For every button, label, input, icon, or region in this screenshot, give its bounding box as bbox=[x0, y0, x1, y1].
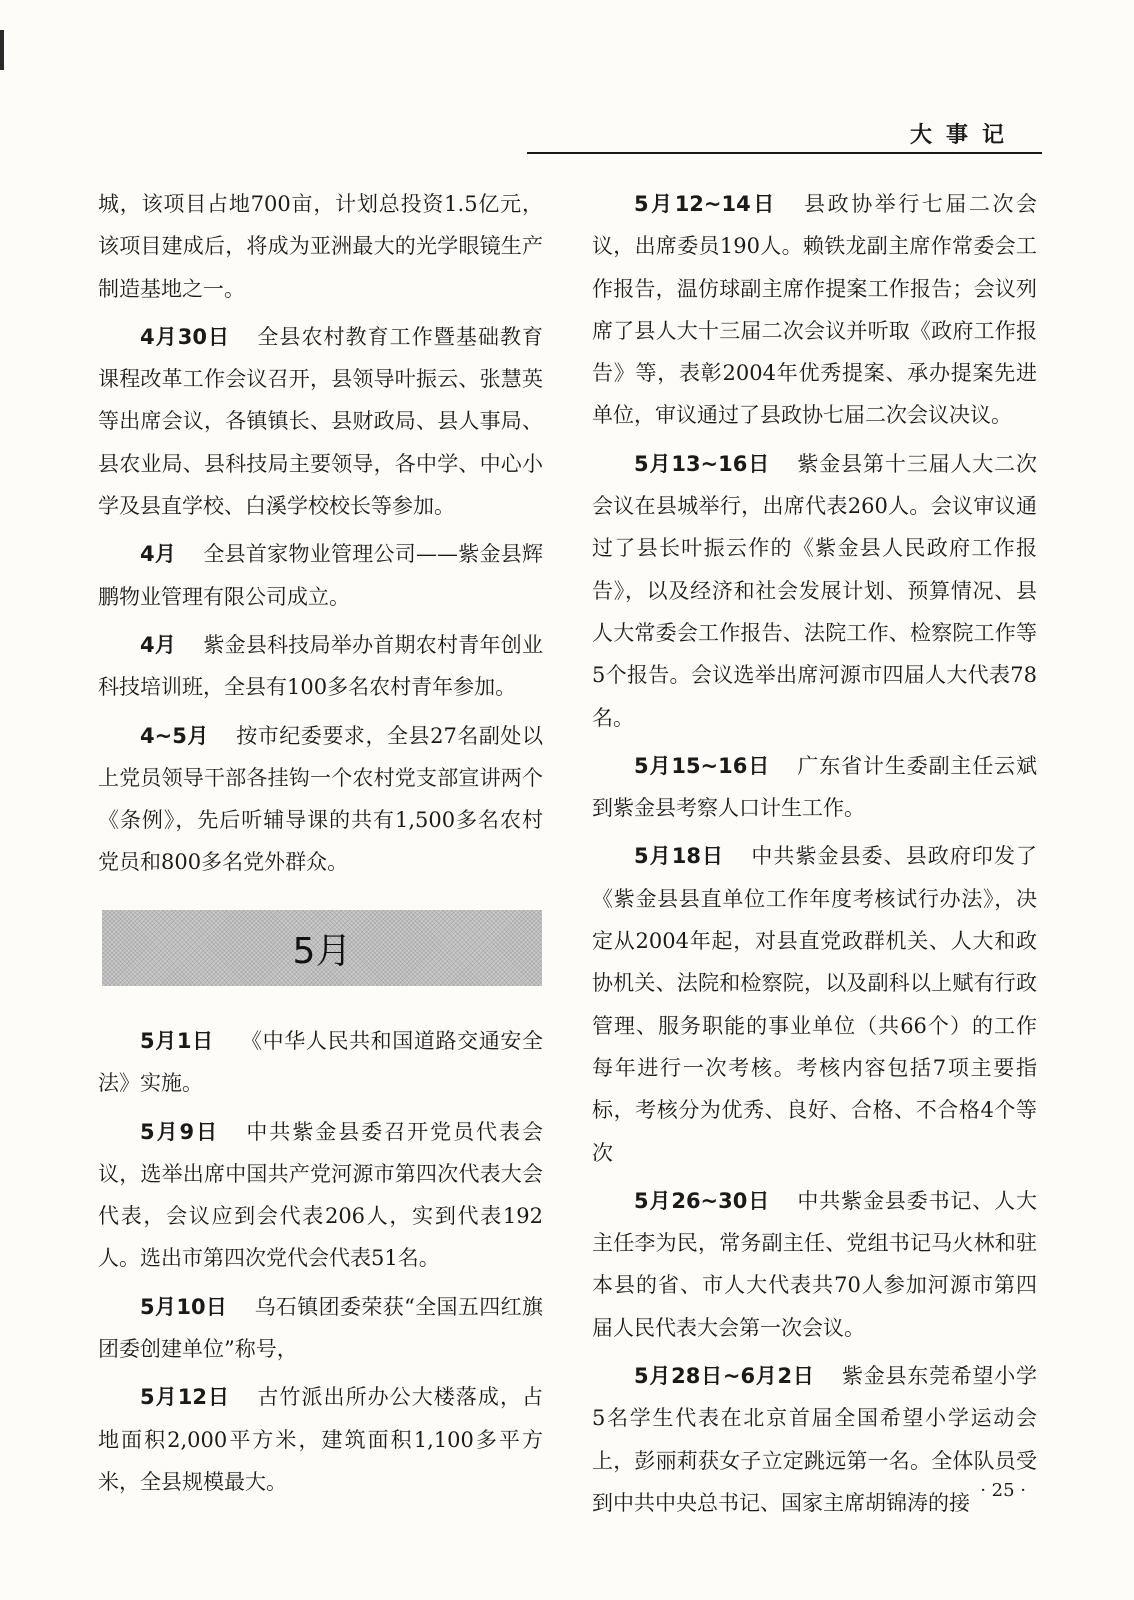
month-heading-banner bbox=[102, 910, 542, 986]
entry-date: 5月12日 bbox=[140, 1385, 231, 1410]
entry-text: 乌石镇团委荣获“全国五四红旗团委创建单位”称号， bbox=[98, 1294, 543, 1362]
entry-paragraph bbox=[592, 1355, 1037, 1524]
entry-date: 4月 bbox=[140, 632, 177, 657]
entry-date: 5月12~14日 bbox=[634, 192, 777, 216]
entry-paragraph bbox=[98, 533, 543, 618]
entry-paragraph bbox=[592, 183, 1037, 437]
entry-paragraph bbox=[98, 1020, 543, 1105]
entry-date: 5月18日 bbox=[634, 844, 725, 869]
entry-date: 5月26~30日 bbox=[634, 1188, 771, 1213]
entry-date: 5月10日 bbox=[140, 1294, 228, 1319]
entry-text: 古竹派出所办公大楼落成，占地面积2,000平方米，建筑面积1,100多平方米，全县规模最大。 bbox=[98, 1385, 544, 1494]
entry-text: 全县农村教育工作暨基础教育课程改革工作会议召开，县领导叶振云、张慧英等出席会议，各镇镇长、县财政局、县人事局、县农业局、县科技局主要领导，各中学、中心小学及县直学校、白溪学校校长等参加。 bbox=[98, 324, 544, 519]
entry-paragraph bbox=[592, 745, 1037, 830]
entry-paragraph bbox=[592, 443, 1037, 739]
page-number: · 25 · bbox=[980, 1480, 1026, 1501]
right-column bbox=[592, 183, 1037, 1530]
entry-text: 按市纪委要求，全县27名副处以上党员领导干部各挂钩一个农村党支部宣讲两个《条例》，先后听辅导课的共有1,500多名农村党员和800多名党外群众。 bbox=[98, 723, 543, 875]
entry-paragraph bbox=[98, 1376, 543, 1503]
entry-text: 中共紫金县委书记、人大主任李为民，常务副主任、党组书记马火林和驻本县的省、市人大代表共70人参加河源市第四届人民代表大会第一次会议。 bbox=[592, 1188, 1038, 1340]
continuation-paragraph: 城，该项目占地700亩，计划总投资1.5亿元，该项目建成后，将成为亚洲最大的光学眼镜生产制造基地之一。 bbox=[98, 192, 543, 301]
entry-text: 中共紫金县委、县政府印发了《紫金县县直单位工作年度考核试行办法》，决定从2004年起，对县直党政群机关、人大和政协机关、法院和检察院，以及副科以上赋有行政管理、服务职能的事业单位（共66个）的工作每年进行一次考核。考核内容包括7项主要指标，考核分为优秀、良好、合格、不合格4个等次 bbox=[592, 844, 1038, 1165]
entry-date: 5月28日~6月2日 bbox=[634, 1364, 815, 1389]
entry-date: 4月 bbox=[140, 542, 177, 567]
entry-paragraph bbox=[98, 624, 543, 709]
entry-text: 县政协举行七届二次会议，出席委员190人。赖铁龙副主席作常委会工作报告，温仿球副主席作提案工作报告；会议列席了县人大十三届二次会议并听取《政府工作报告》等，表彰2004年优秀提案、承办提案先进单位，审议通过了县政协七届二次会议决议。 bbox=[592, 192, 1038, 428]
entry-text: 全县首家物业管理公司——紫金县辉鹏物业管理有限公司成立。 bbox=[98, 542, 543, 609]
entry-paragraph bbox=[98, 1286, 543, 1371]
entry-text: 紫金县东莞希望小学5名学生代表在北京首届全国希望小学运动会上，彭丽莉获女子立定跳远第一名。全体队员受到中共中央总书记、国家主席胡锦涛的接 bbox=[592, 1364, 1038, 1515]
entry-paragraph bbox=[98, 1111, 543, 1280]
month-heading: 5月 bbox=[292, 930, 352, 972]
entry-text: 中共紫金县委召开党员代表会议，选举出席中国共产党河源市第四次代表大会代表，会议应到会代表206人，实到代表192人。选出市第四次党代会代表51名。 bbox=[98, 1119, 543, 1271]
entry-date: 5月13~16日 bbox=[634, 451, 771, 476]
left-column-may bbox=[98, 1020, 543, 1509]
entry-paragraph bbox=[592, 835, 1037, 1173]
entry-paragraph bbox=[98, 316, 543, 527]
running-header: 大事记 bbox=[909, 123, 1018, 148]
scan-edge-mark bbox=[0, 30, 4, 70]
entry-date: 5月1日 bbox=[140, 1029, 214, 1053]
left-column bbox=[98, 183, 543, 890]
header-rule bbox=[527, 152, 1042, 154]
entry-text: 紫金县科技局举办首期农村青年创业科技培训班，全县有100多名农村青年参加。 bbox=[98, 632, 543, 700]
entry-date: 5月15~16日 bbox=[634, 753, 771, 778]
entry-paragraph bbox=[592, 1180, 1037, 1349]
entry-date: 4~5月 bbox=[140, 723, 209, 748]
entry-date: 4月30日 bbox=[140, 324, 231, 349]
entry-text: 广东省计生委副主任云斌到紫金县考察人口计生工作。 bbox=[592, 753, 1038, 821]
entry-text: 《中华人民共和国道路交通安全法》实施。 bbox=[98, 1029, 543, 1096]
entry-date: 5月9日 bbox=[140, 1119, 220, 1144]
entry-text: 紫金县第十三届人大二次会议在县城举行，出席代表260人。会议审议通过了县长叶振云作的《紫金县人民政府工作报告》，以及经济和社会发展计划、预算情况、县人大常委会工作报告、法院工作、检察院工作等5个报告。会议选举出席河源市四届人大代表78名。 bbox=[592, 451, 1038, 730]
entry-paragraph bbox=[98, 715, 543, 884]
